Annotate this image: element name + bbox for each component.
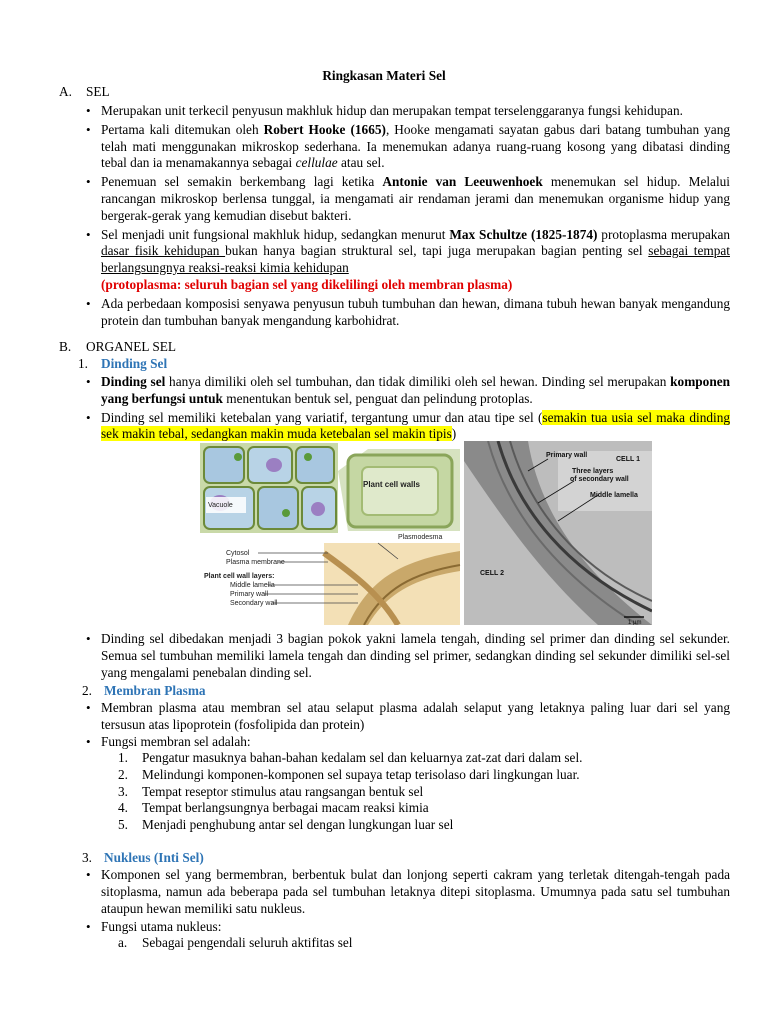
nukleus-functions-list [118,935,352,952]
list-item [84,103,730,120]
bullet-text: Fungsi membran sel adalah: [101,733,251,749]
nukleus-bullets [84,867,730,936]
item-number: 4. [118,800,128,816]
label-scale-bar: 1 µm [628,620,642,625]
item-number: 5. [118,817,128,833]
item-number: 1. [118,750,128,765]
item-letter: a. [118,935,128,950]
membran-plasma-heading [82,683,206,700]
list-item [118,767,582,784]
dinding-sel-bullets-2 [84,631,730,681]
heading-title: Membran Plasma [104,683,206,698]
heading-title: Nukleus (Inti Sel) [104,850,204,865]
label-middle-lamella: Middle lamella [230,582,275,589]
heading-number: 2. [82,683,92,698]
label-primary-wall: Primary wall [230,591,269,598]
list-item [84,174,730,224]
bullet-text: Merupakan unit terkecil penyusun makhluk hidup dan merupakan tempat terselenggaranya fungsi kehidupan. [101,103,683,118]
item-text: Menjadi penghubung antar sel dengan lungkungan luar sel [142,817,454,833]
bold-text: Antonie van Leeuwenhoek [382,174,543,190]
bullet-text: Pertama kali ditemukan oleh [101,121,264,137]
bullet-text: atau sel. [337,155,385,171]
section-label: A. [59,84,72,99]
highlighted-text: semakin tua usia sel maka dinding sek makin tebal, sedangkan makin muda ketebalan sel makin tipis [101,409,730,442]
item-number: 2. [118,766,128,782]
bullet-text: Dinding sel memiliki ketebalan yang variatif, tergantung umur dan atau tipe sel ( [101,409,543,425]
label-wall-layers: Plant cell wall layers: [204,573,275,580]
heading-number: 3. [82,850,92,865]
list-item [84,734,730,751]
bullet-text: Fungsi utama nukleus: [101,919,222,935]
section-a-heading [59,84,110,101]
plant-cell-illustration [198,441,460,625]
dinding-sel-bullets [84,374,730,443]
bullet-text: Ada perbedaan komposisi senyawa penyusun tubuh tumbuhan dan hewan, dimana tubuh hewan banyak mengandung protein dan tumbuhan banyak mengandung karbohidrat. [101,295,730,328]
list-item [84,296,730,330]
label-plant-cell-walls: Plant cell walls [363,480,420,489]
label-middle-lamella-micro: Middle lamella [590,492,638,499]
list-item [118,935,352,952]
dinding-sel-heading [78,356,167,373]
bullet-text: , Hooke mengamati sayatan gabus dari batang tumbuhan yang telah mati menggunakan mikroskop sederhana. Ia menemukan adanya ruang-ruang kosong yang dibatasi dinding tebal dan ia menamakannya sebagai [101,121,730,171]
list-item [84,631,730,681]
label-plasmodesma: Plasmodesma [398,534,443,541]
section-a-bullets [84,103,730,329]
section-b-heading [59,339,176,356]
italic-text: cellulae [295,155,338,171]
bullet-text: Komponen sel yang bermembran, berbentuk bulat dan lonjong seperti cakram yang terletak ditengah-tengah pada sitoplasma, namun ada beberapa pada sel tumbuhan letaknya ditepi sitoplasma. Umumnya pada satu sel tumbuhan ataupun hewan memiliki satu nukleus. [101,867,730,916]
item-number: 3. [118,783,128,799]
item-text: Sebagai pengendali seluruh aktifitas sel [142,935,353,950]
heading-title: Dinding Sel [101,356,168,371]
bullet-text: bukan hanya bagian struktural sel, tapi juga merupakan bagian penting sel [225,243,649,259]
bullet-text: protoplasma merupakan [597,226,730,242]
label-primary-wall-micro: Primary wall [546,452,588,459]
list-item [84,919,730,936]
label-cell-2: CELL 2 [480,570,504,577]
nukleus-heading [82,850,204,867]
red-note: (protoplasma: seluruh bagian sel yang dikelilingi oleh membran plasma) [101,276,513,292]
item-text: Melindungi komponen-komponen sel supaya tetap terisolaso dari lingkungan luar. [142,766,580,782]
item-text: Tempat berlangsungnya berbagai macam reaksi kimia [142,800,429,816]
label-three-layers: Three layers [572,468,614,475]
bold-text: Robert Hooke (1665) [263,121,386,137]
bold-text: komponen yang berfungsi untuk [101,374,731,406]
section-label: B. [59,339,72,354]
bullet-text: Membran plasma atau membran sel atau selaput plasma adalah selaput yang letaknya paling luar dari sel yang tersusun atas lipoprotein (fosfolipida dan protein) [101,700,730,732]
bullet-text: Sel menjadi unit fungsional makhluk hidup, sedangkan menurut [101,226,450,242]
bullet-text: Penemuan sel semakin berkembang lagi ketika [101,174,383,190]
list-item [84,700,730,734]
list-item [84,122,730,172]
bullet-text: menemukan sel hidup. Melalui rancangan mikroskop berlensa tunggal, ia mengamati air rendaman jerami dan menemukan organisme hidup yang bergerak-gerak yang kemudian disebut bakteri. [101,174,730,223]
heading-number: 1. [78,356,88,371]
underlined-text: dasar fisik kehidupan [101,243,226,259]
item-text: Tempat reseptor stimulus atau rangsangan bentuk sel [142,783,424,799]
bold-text: Dinding sel [101,374,166,389]
page-title: Ringkasan Materi Sel [322,68,446,83]
membran-plasma-bullets [84,700,730,750]
label-secondary-wall: Secondary wall [230,600,278,607]
micrograph-panel [464,441,652,625]
list-item [118,817,582,834]
label-cell-1: CELL 1 [616,456,640,463]
bullet-text: hanya dimiliki oleh sel tumbuhan, dan tidak dimiliki oleh sel hewan. Dinding sel merupakan [165,374,671,389]
list-item [118,750,582,767]
list-item [118,784,582,801]
section-title: SEL [86,84,110,99]
underlined-text: sebagai tempat berlangsungnya reaksi-reaksi kimia kehidupan [101,243,730,276]
label-of-secondary-wall: of secondary wall [570,476,629,483]
item-text: Pengatur masuknya bahan-bahan kedalam sel dan keluarnya zat-zat dari dalam sel. [142,750,583,765]
list-item [84,867,730,917]
list-item [84,410,730,444]
label-cytosol: Cytosol [226,550,250,557]
list-item [84,374,730,408]
section-title: ORGANEL SEL [86,339,176,354]
list-item [84,227,730,294]
list-item [118,800,582,817]
bullet-text: Dinding sel dibedakan menjadi 3 bagian pokok yakni lamela tengah, dinding sel primer dan dinding sel sekunder. Semua sel tumbuhan memiliki lamela tengah dan dinding sel primer, sedangkan dinding sel sekunder dimiliki sel-sel yang mengalami penebalan dinding sel. [101,631,730,680]
label-vacuole: Vacuole [208,502,233,509]
label-plasma-membrane: Plasma membrane [226,559,285,566]
bullet-text: ) [451,426,457,442]
cell-wall-figure [198,441,652,625]
bullet-text: menentukan bentuk sel, penguat dan pelindung protoplas. [222,390,533,406]
membran-functions-list [118,750,582,834]
bold-text: Max Schultze (1825-1874) [449,226,598,242]
